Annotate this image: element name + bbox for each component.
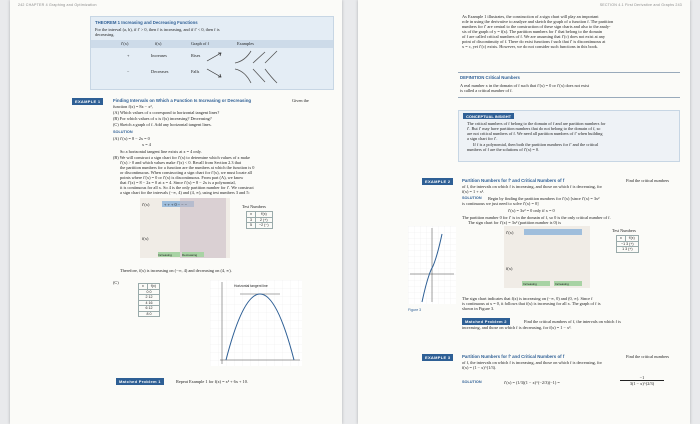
example1-chart-increasing: Increasing bbox=[158, 253, 172, 257]
right-intro-line-0: As Example 1 illustrates, the construction of a sign chart will play an important bbox=[462, 14, 599, 19]
definition-line1: A real number x in the domain of f such that f′(x) = 0 or f′(x) does not exist bbox=[460, 83, 590, 88]
example3-line3: f(x) = (1 − x)^(1/3). bbox=[462, 365, 497, 370]
theorem-arrows-icon bbox=[205, 51, 225, 81]
theorem-row1-graph: Rises bbox=[191, 53, 201, 58]
theorem-box bbox=[90, 16, 334, 90]
right-page bbox=[358, 0, 690, 424]
definition-line2: is called a critical number of f. bbox=[460, 88, 513, 93]
example2-sol5: The sign chart for f′(x) = 3x² (partition number is 0) is bbox=[468, 220, 562, 225]
example1-test-numbers-table bbox=[246, 211, 273, 229]
right-intro-line-4: of f are called critical numbers of f. We are assuming that f′(c) does not exist at any bbox=[462, 34, 605, 39]
example1-sign-chart bbox=[140, 198, 230, 258]
example1-graph-label: Horizontal tangent line bbox=[234, 284, 268, 288]
example1-tn-row1-x: 3 bbox=[247, 217, 256, 223]
insight-line-2: are not critical numbers of f. We need all partition numbers of f′ when building bbox=[467, 131, 603, 136]
example1-sol-b7: it is continuous for all x. So 4 is the only partition number for f′. We construct bbox=[120, 185, 254, 190]
example2-conclusion3: shown in Figure 3. bbox=[462, 306, 495, 311]
figure3-graph bbox=[408, 226, 456, 304]
example2-sign-chart bbox=[504, 226, 590, 288]
example1-parabola-plot bbox=[210, 280, 302, 366]
example1-sol-a3: So a horizontal tangent line exists at x = 4 only. bbox=[120, 149, 202, 154]
theorem-row2-sign: − bbox=[127, 69, 130, 74]
example1-chart-f: f(x) bbox=[142, 236, 149, 241]
matched-problem1-text: Repeat Example 1 for f(x) = x² + 6x + 10. bbox=[176, 379, 248, 384]
right-intro-line-6: x = c, yet f′(c) exists. However, we do not consider such functions in this book. bbox=[462, 44, 599, 49]
example2-sol1: Begin by finding the partition numbers for f′(x) [since f′(x) = 3x² bbox=[488, 196, 600, 201]
theorem-row1-sign: + bbox=[127, 53, 130, 58]
example1-tag: EXAMPLE 1 bbox=[72, 98, 103, 105]
example2-chart-fprime: f′(x) bbox=[506, 230, 514, 235]
theorem-col-examples: Examples bbox=[237, 41, 254, 46]
example1-sol-b: (B) We will construct a sign chart for f′(x) to determine which values of x make bbox=[113, 155, 250, 160]
theorem-row2-behavior: Decreases bbox=[151, 69, 169, 74]
theorem-col-fprime: f′(x) bbox=[121, 41, 129, 46]
left-page bbox=[10, 0, 342, 424]
example2-conclusion2: is continuous at x = 0, it follows that f(x) is increasing for all x. The graph of f is bbox=[462, 301, 601, 306]
right-intro-line-3: sis of the graph of y = f(x). The partition numbers for f′ that belong to the domain bbox=[462, 29, 603, 34]
example2-line3: f(x) = 1 + x³. bbox=[462, 189, 485, 194]
example3-fraction bbox=[620, 375, 664, 386]
example2-conclusion1: The sign chart indicates that f(x) is increasing on (−∞, 0) and (0, ∞). Since f bbox=[462, 296, 593, 301]
example2-tn-x-header: x bbox=[617, 236, 626, 242]
example1-sol-a2: x = 4 bbox=[142, 142, 151, 147]
theorem-col-f: f(x) bbox=[155, 41, 162, 46]
example3-fraction-denominator: 3(1 − x)^(2/3) bbox=[629, 381, 655, 387]
example2-test-numbers-label: Test Numbers bbox=[612, 228, 636, 233]
example2-chart-f: f(x) bbox=[506, 266, 513, 271]
example1-therefore: Therefore, f(x) is increasing on (−∞, 4) and decreasing on (4, ∞). bbox=[120, 268, 232, 273]
example1-tbl-row-1: 2 12 bbox=[139, 295, 160, 301]
example1-tbl-x: x bbox=[139, 284, 148, 290]
example3-title-rest: Find the critical numbers bbox=[626, 354, 670, 359]
example2-sol4: The partition number 0 for f′ is in the domain of f, so 0 is the only critical number of f. bbox=[462, 215, 611, 220]
example1-part-b: (B) For which values of x is f(x) increasing? Decreasing? bbox=[113, 116, 212, 121]
definition-title: DEFINITION Critical Numbers bbox=[460, 75, 520, 80]
example1-test-numbers-label: Test Numbers bbox=[242, 204, 266, 209]
insight-line-1: f′. But f′ may have partition numbers that do not belong to the domain of f, so bbox=[467, 126, 601, 131]
example3-sol1: f′(x) = (1/3)(1 − x)^(−2/3)(−1) = bbox=[504, 380, 560, 385]
right-intro-line-1: role in using the derivative to analyze and sketch the graph of a function f. The partition bbox=[462, 19, 614, 24]
example3-solution-label: SOLUTION bbox=[462, 380, 482, 384]
example2-tag: EXAMPLE 2 bbox=[422, 178, 453, 185]
theorem-examples-graph-icon bbox=[231, 49, 281, 85]
theorem-col-graph: Graph of f bbox=[191, 41, 209, 46]
example1-tn-row2-v: −2 (−) bbox=[256, 223, 273, 229]
example3-title: Partition Numbers for f′ and Critical Numbers of f bbox=[462, 354, 565, 359]
example1-graph bbox=[210, 280, 302, 366]
example2-line2: of f, the intervals on which f is increasing, and those on which f is decreasing, for bbox=[462, 184, 602, 189]
example1-tn-row2-x: 5 bbox=[247, 223, 256, 229]
example1-tn-x-header: x bbox=[247, 212, 256, 218]
example1-chart-signs: + + + 0 − − − bbox=[164, 202, 188, 207]
example1-sol-b2: f′(x) > 0 and which values make f′(x) < 0. Recall from Section 2.3 that bbox=[120, 160, 242, 165]
right-intro-line-5: point of discontinuity of f. There do exist functions f such that f′ is discontinuous at bbox=[462, 39, 606, 44]
example3-fraction-numerator: −1 bbox=[620, 375, 664, 381]
example1-given: Given the bbox=[292, 98, 309, 103]
right-intro-line-2: numbers for f′ are central to the construction of these sign charts and also to the analy- bbox=[462, 24, 611, 29]
definition-box bbox=[458, 72, 680, 98]
example1-tbl-row-4: 8 0 bbox=[139, 311, 160, 317]
example2-chart-increasing2: Increasing bbox=[555, 282, 569, 286]
insight-line-3: a sign chart for f′. bbox=[467, 136, 498, 141]
example1-tn-row1-v: 2 (+) bbox=[256, 217, 273, 223]
example1-sol-b4: or discontinuous. When constructing a sign chart for f′(x), we must locate all bbox=[120, 170, 252, 175]
insight-line-5: numbers of f are the solutions of f′(x) = 0. bbox=[467, 147, 540, 152]
example3-line2: of f, the intervals on which f is increasing, and those on which f is decreasing, for bbox=[462, 360, 602, 365]
example1-sol-b5: points where f′(x) = 0 or f′(x) is discontinuous. From part (A), we know bbox=[120, 175, 244, 180]
example1-sol-b6: that f′(x) = 8 − 2x = 0 at x = 4. Since f′(x) = 8 − 2x is a polynomial, bbox=[120, 180, 236, 185]
theorem-line1: For the interval (a, b), if f′ > 0, then f is increasing, and if f′ < 0, then f is bbox=[95, 27, 220, 32]
example1-tbl-fx: f(x) bbox=[147, 284, 159, 290]
theorem-row2-graph: Falls bbox=[191, 69, 200, 74]
figure3-label: Figure 3 bbox=[408, 308, 422, 312]
example1-sol-b3: the partition numbers for a function are the numbers at which the function is 0 bbox=[120, 165, 255, 170]
matched-problem2-text: Find the critical numbers of f, the intervals on which f is bbox=[524, 319, 621, 324]
example2-tn-row-0: −1 3 (+) bbox=[617, 241, 639, 247]
example2-tn-fp-header: f′(x) bbox=[625, 236, 638, 242]
left-page-header: 242 CHAPTER 4 Graphing and Optimization bbox=[18, 3, 97, 7]
example1-part-c-label: (C) bbox=[113, 280, 119, 285]
insight-line-0: The critical numbers of f belong to the domain of f and are partition numbers for bbox=[467, 121, 606, 126]
example1-solution-label: SOLUTION bbox=[113, 130, 133, 134]
example2-test-numbers-table bbox=[616, 235, 639, 253]
example2-sol2: is continuous we just need to solve f′(x) = 0] bbox=[462, 201, 539, 206]
matched-problem2-text2: increasing, and those on which f is decreasing, for f(x) = 1 − x³. bbox=[462, 325, 572, 330]
example1-tbl-row-3: 6 12 bbox=[139, 306, 160, 312]
example1-function: function f(x) = 8x − x², bbox=[113, 104, 153, 109]
example1-tbl-row-2: 4 16 bbox=[139, 300, 160, 306]
example1-part-a: (A) Which values of x correspond to horizontal tangent lines? bbox=[113, 110, 220, 115]
insight-title: CONCEPTUAL INSIGHT bbox=[463, 113, 514, 119]
example1-tbl-row-0: 0 0 bbox=[139, 289, 160, 295]
example2-title-rest: Find the critical numbers bbox=[626, 178, 670, 183]
example1-title: Finding Intervals on Which a Function Is Increasing or Decreasing bbox=[113, 98, 252, 103]
example1-sol-b8: a sign chart for the intervals (−∞, 4) and (4, ∞), using test numbers 3 and 5: bbox=[120, 190, 250, 195]
example1-tn-fp-header: f′(x) bbox=[256, 212, 273, 218]
theorem-line2: decreasing. bbox=[95, 32, 115, 37]
insight-line-4: If f is a polynomial, then both the partition numbers for f′ and the critical bbox=[473, 142, 599, 147]
example2-title: Partition Numbers for f′ and Critical Numbers of f bbox=[462, 178, 565, 183]
example1-chart-fprime: f′(x) bbox=[142, 202, 150, 207]
example2-chart-increasing1: Increasing bbox=[523, 282, 537, 286]
example3-tag: EXAMPLE 3 bbox=[422, 354, 453, 361]
example1-part-c: (C) Sketch a graph of f. Add any horizontal tangent lines. bbox=[113, 122, 212, 127]
right-page-header: SECTION 4.1 First Derivative and Graphs 243 bbox=[599, 3, 682, 7]
figure3-cubic-plot bbox=[408, 226, 456, 304]
insight-box bbox=[458, 110, 680, 162]
example1-chart-decreasing: Decreasing bbox=[182, 253, 198, 257]
example2-sol3: f′(x) = 3x² = 0 only if x = 0 bbox=[508, 208, 555, 213]
example1-values-table bbox=[138, 283, 160, 317]
example2-solution-label: SOLUTION bbox=[462, 196, 482, 200]
matched-problem2-tag: Matched Problem 2 bbox=[462, 318, 510, 325]
theorem-title: THEOREM 1 Increasing and Decreasing Functions bbox=[95, 20, 198, 25]
example1-sol-a: (A) f′(x) = 8 − 2x = 0 bbox=[113, 136, 150, 141]
theorem-row1-behavior: Increases bbox=[151, 53, 167, 58]
example2-tn-row-1: 1 3 (+) bbox=[617, 247, 639, 253]
matched-problem1-tag: Matched Problem 1 bbox=[116, 378, 164, 385]
